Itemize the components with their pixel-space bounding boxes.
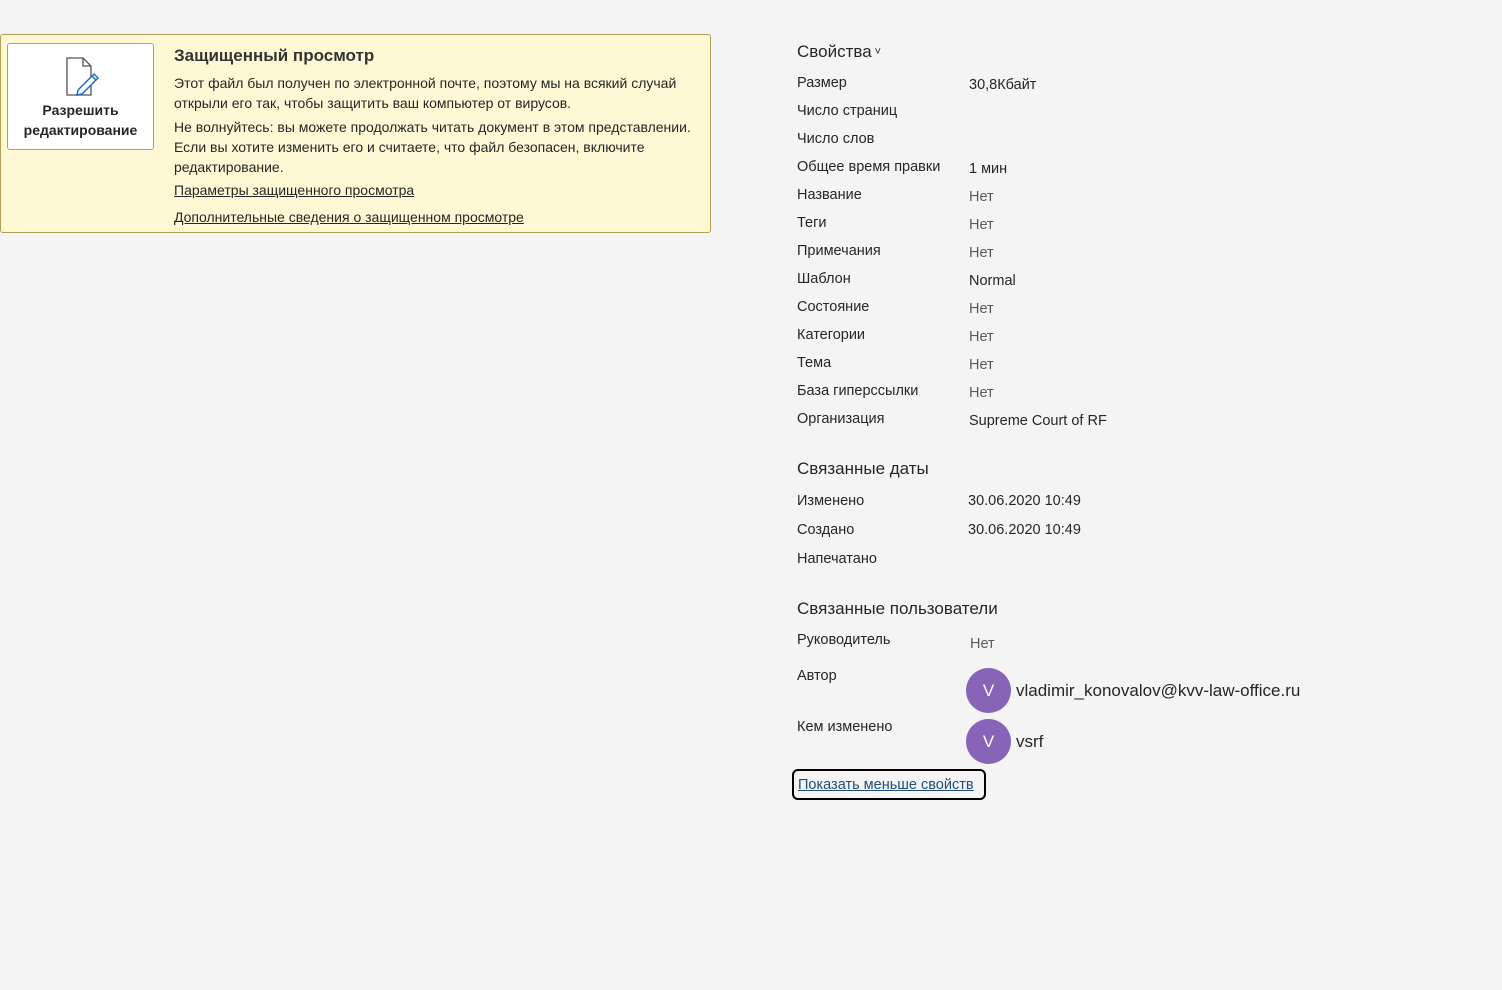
person-label: Кем изменено: [797, 719, 893, 735]
property-row-tags: [0, 215, 1502, 239]
date-value: 30.06.2020 10:49: [968, 522, 1081, 538]
property-value-editable[interactable]: Нет: [969, 189, 994, 205]
date-label: Создано: [797, 522, 855, 538]
property-value: 1 мин: [969, 161, 1008, 177]
property-row-status: [0, 299, 1502, 323]
date-row-modified: [0, 493, 1502, 517]
property-label: Тема: [797, 355, 832, 371]
property-value-editable[interactable]: Нет: [969, 329, 994, 345]
property-label: Название: [797, 187, 862, 203]
property-row-subject: [0, 355, 1502, 379]
property-label: Число слов: [797, 131, 875, 147]
property-row-hyperlink-base: [0, 383, 1502, 407]
property-row-company: [0, 411, 1502, 435]
related-people-header: Связанные пользователи: [797, 599, 998, 618]
protected-view-message-1: Этот файл был получен по электронной почте, поэтому мы на всякий случай открыли его так, чтобы защитить ваш компьютер от вирусов.: [174, 75, 677, 111]
property-label: Состояние: [797, 299, 870, 315]
property-value: Normal: [969, 273, 1016, 289]
property-value-editable[interactable]: Нет: [969, 357, 994, 373]
protected-view-title: Защищенный просмотр: [174, 46, 375, 65]
property-value-editable[interactable]: Нет: [969, 301, 994, 317]
date-row-created: [0, 522, 1502, 546]
property-value-editable[interactable]: Нет: [969, 217, 994, 233]
property-label: Организация: [797, 411, 885, 427]
enable-editing-label-line1: Разрешить: [42, 102, 119, 118]
property-label: Размер: [797, 75, 847, 91]
related-dates-header: Связанные даты: [797, 459, 929, 478]
property-row-words: [0, 131, 1502, 155]
avatar[interactable]: V: [966, 719, 1011, 764]
properties-header[interactable]: [797, 42, 881, 62]
property-label: Примечания: [797, 243, 881, 259]
chevron-down-icon: ˅: [874, 46, 882, 58]
person-row-author: [0, 668, 1502, 714]
property-label: Теги: [797, 215, 827, 231]
show-fewer-properties-link[interactable]: Показать меньше свойств: [792, 769, 986, 800]
property-value-editable[interactable]: Supreme Court of RF: [969, 413, 1107, 429]
enable-editing-label-line2: редактирование: [23, 122, 138, 138]
date-label: Изменено: [797, 493, 865, 509]
property-label: Число страниц: [797, 103, 898, 119]
author-name[interactable]: vladimir_konovalov@kvv-law-office.ru: [1016, 681, 1301, 700]
date-label: Напечатано: [797, 551, 877, 567]
date-row-printed: [0, 551, 1502, 575]
avatar[interactable]: V: [966, 668, 1011, 713]
property-label: База гиперссылки: [797, 383, 919, 399]
protected-view-settings-link[interactable]: Параметры защищенного просмотра: [174, 182, 415, 198]
protected-view-message-2: Не волнуйтесь: вы можете продолжать читать документ в этом представлении. Если вы хотите изменить его и считаете, что файл безопасен, включите редактирование.: [174, 119, 691, 175]
property-value-editable[interactable]: Нет: [969, 385, 994, 401]
modified-by-name[interactable]: vsrf: [1016, 732, 1044, 751]
person-row-manager: [0, 632, 1502, 656]
property-row-size: [0, 75, 1502, 99]
date-value: 30.06.2020 10:49: [968, 493, 1081, 509]
property-label: Шаблон: [797, 271, 851, 287]
person-row-modified-by: [0, 719, 1502, 765]
property-value-editable[interactable]: Нет: [969, 245, 994, 261]
property-label: Категории: [797, 327, 866, 343]
property-row-edit-time: [0, 159, 1502, 183]
property-row-title: [0, 187, 1502, 211]
protected-view-more-info-link[interactable]: Дополнительные сведения о защищенном просмотре: [174, 209, 524, 225]
properties-header-label: Свойства: [797, 42, 872, 61]
property-row-pages: [0, 103, 1502, 127]
property-value: 30,8Кбайт: [969, 77, 1037, 93]
manager-value[interactable]: Нет: [970, 636, 995, 652]
person-label: Руководитель: [797, 632, 891, 648]
property-row-template: [0, 271, 1502, 295]
person-label: Автор: [797, 668, 837, 684]
property-label: Общее время правки: [797, 159, 941, 175]
property-row-categories: [0, 327, 1502, 351]
property-row-comments: [0, 243, 1502, 267]
